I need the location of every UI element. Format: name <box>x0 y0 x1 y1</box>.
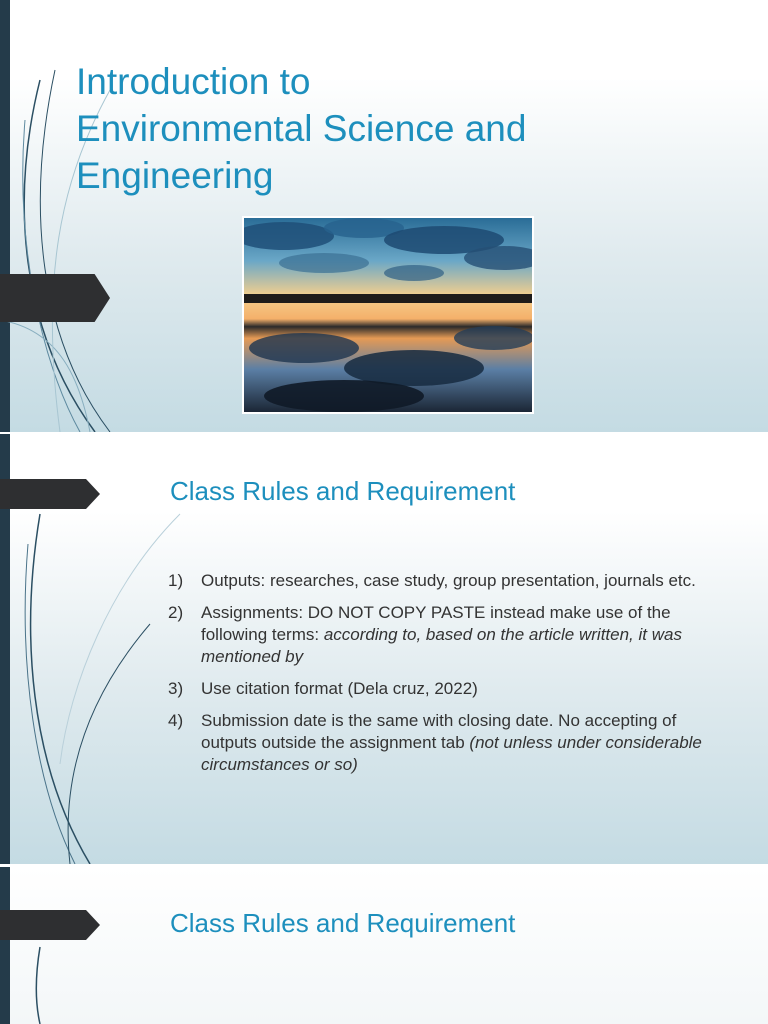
list-text-italic: (not unless under considerable circumstances or so) <box>201 733 702 774</box>
slide-class-rules-continued <box>0 867 768 1024</box>
list-text: Outputs: researches, case study, group presentation, journals etc. <box>201 571 696 590</box>
list-item <box>168 602 708 668</box>
list-item <box>168 710 708 776</box>
list-number: 2) <box>168 603 184 622</box>
list-text: Submission date is the same with closing date. No accepting of outputs outside the assignment tab (not unless under considerable circumstances or so) <box>201 711 702 774</box>
list-number: 4) <box>168 711 184 730</box>
list-text: Use citation format (Dela cruz, 2022) <box>201 679 478 698</box>
slide-arrow-marker <box>0 274 110 322</box>
list-item <box>168 678 708 700</box>
decorative-curves <box>0 867 768 1024</box>
slide-heading: Class Rules and Requirement <box>170 476 516 506</box>
presentation-title <box>76 58 716 199</box>
title-line-2: Environmental Science and <box>76 108 527 149</box>
list-number: 1) <box>168 571 184 590</box>
list-item <box>168 570 708 592</box>
slide-arrow-marker <box>0 910 100 940</box>
rules-list <box>168 570 708 786</box>
list-text: Assignments: DO NOT COPY PASTE instead make use of the following terms: according to, based on the article written, it was mentioned by <box>201 603 682 666</box>
slide-title <box>0 0 768 432</box>
title-line-3: Engineering <box>76 155 274 196</box>
slide-heading: Class Rules and Requirement <box>170 908 516 938</box>
slide-left-bar <box>0 0 10 432</box>
slide-arrow-marker <box>0 479 100 509</box>
list-text-italic: according to, based on the article written, it was mentioned by <box>201 625 682 666</box>
list-number: 3) <box>168 679 184 698</box>
sunset-lake-reflection-photo <box>242 216 534 414</box>
title-line-1: Introduction to <box>76 61 311 102</box>
slide-left-bar <box>0 867 10 1024</box>
